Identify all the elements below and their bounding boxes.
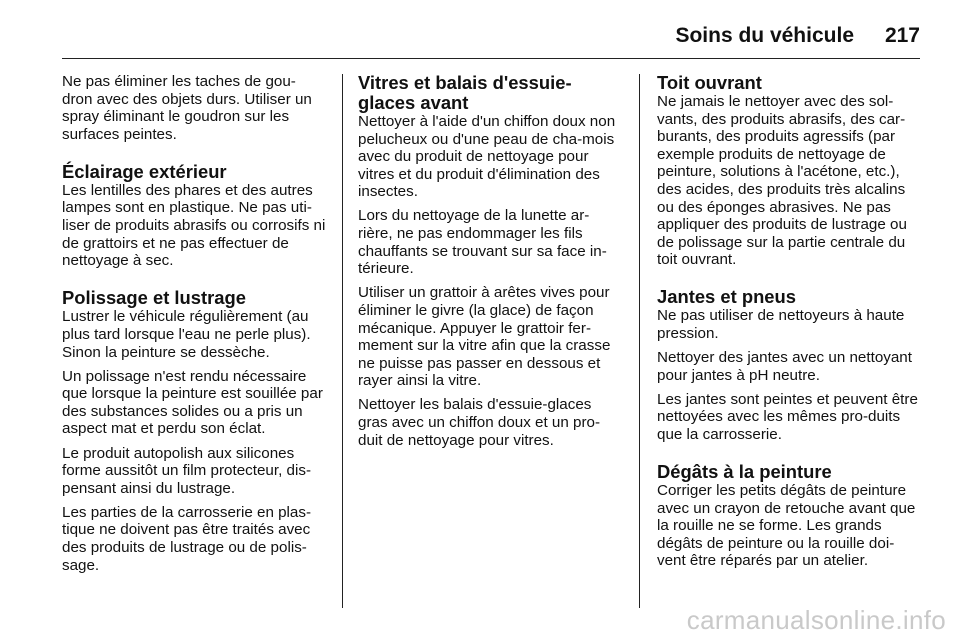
column-divider-1 — [342, 74, 343, 608]
watermark: carmanualsonline.info — [686, 605, 946, 635]
polishing-paragraph-1: Lustrer le véhicule régulièrement (au plus tard lorsque l'eau ne perle plus). Sinon la peinture se dessèche. — [62, 308, 311, 361]
page-header — [62, 14, 920, 59]
wheels-paragraph-2: Nettoyer des jantes avec un nettoyant pour jantes à pH neutre. — [657, 349, 912, 384]
wheels-tyres-heading: Jantes et pneus — [657, 286, 796, 308]
column-left — [62, 73, 326, 581]
sunroof-heading: Toit ouvrant — [657, 72, 762, 93]
polishing-heading: Polissage et lustrage — [62, 287, 246, 309]
column-divider-2 — [639, 74, 640, 608]
exterior-lighting-paragraph: Les lentilles des phares et des autres lampes sont en plastique. Ne pas uti-liser de produits abrasifs ou corrosifs ni de grattoirs et ne pas effectuer de nettoyage à sec. — [62, 181, 326, 270]
windows-paragraph-1: Nettoyer à l'aide d'un chiffon doux non pelucheux ou d'une peau de cha-mois avec du produit de nettoyage pour vitres et du produit d'élimination des insectes. — [358, 113, 616, 201]
paint-damage-heading: Dégâts à la peinture — [657, 461, 832, 483]
page-number: 217 — [884, 24, 920, 47]
wheels-paragraph-1: Ne pas utiliser de nettoyeurs à haute pression. — [657, 307, 905, 343]
exterior-lighting-heading: Éclairage extérieur — [62, 160, 227, 182]
column-right — [657, 73, 921, 577]
section-title: Soins du véhicule — [675, 24, 854, 47]
paint-damage-paragraph: Corriger les petits dégâts de peinture avec un crayon de retouche avant que la rouille ne se forme. Les grands dégâts de peinture ou la rouille doi-vent être réparés par un atelier. — [657, 482, 916, 570]
polishing-paragraph-3: Le produit autopolish aux silicones forme aussitôt un film protecteur, dis-pensant ainsi du lustrage. — [62, 444, 312, 497]
windows-paragraph-3: Utiliser un grattoir à arêtes vives pour éliminer le givre (la glace) de façon mécanique. Appuyer le grattoir fer-mement sur la vitre afin que la crasse ne puisse pas passer en dessous et rayer ainsi la vitre. — [358, 284, 611, 390]
wheels-paragraph-3: Les jantes sont peintes et peuvent être nettoyées avec les mêmes pro-duits que la carrosserie. — [657, 390, 918, 443]
column-middle — [358, 73, 622, 456]
polishing-paragraph-4: Les parties de la carrosserie en plas-tique ne doivent pas être traités avec des produits de lustrage ou de polis-sage. — [62, 503, 312, 574]
windows-wipers-heading: Vitres et balais d'essuie-glaces avant — [358, 72, 572, 113]
polishing-paragraph-2: Un polissage n'est rendu nécessaire que lorsque la peinture est souillée par des substances solides ou a pris un aspect mat et perdu son éclat. — [62, 367, 323, 438]
sunroof-paragraph: Ne jamais le nettoyer avec des sol-vants, des produits abrasifs, des car-burants, des produits agressifs (par exemple produits de nettoyage de peinture, solutions à l'acétone, etc.), des acides, des produits très alcalins ou des éponges abrasives. Ne pas appliquer des produits de lustrage ou de polissage sur la partie centrale du toit ouvrant. — [657, 93, 907, 269]
windows-paragraph-2: Lors du nettoyage de la lunette ar-rière, ne pas endommager les fils chauffants se trouvant sur sa face in-térieure. — [358, 207, 607, 278]
windows-paragraph-4: Nettoyer les balais d'essuie-glaces gras avec un chiffon doux et un pro-duit de nettoyage pour vitres. — [358, 396, 601, 449]
tar-removal-paragraph: Ne pas éliminer les taches de gou-dron avec des objets durs. Utiliser un spray éliminant le goudron sur les surfaces peintes. — [62, 73, 312, 143]
